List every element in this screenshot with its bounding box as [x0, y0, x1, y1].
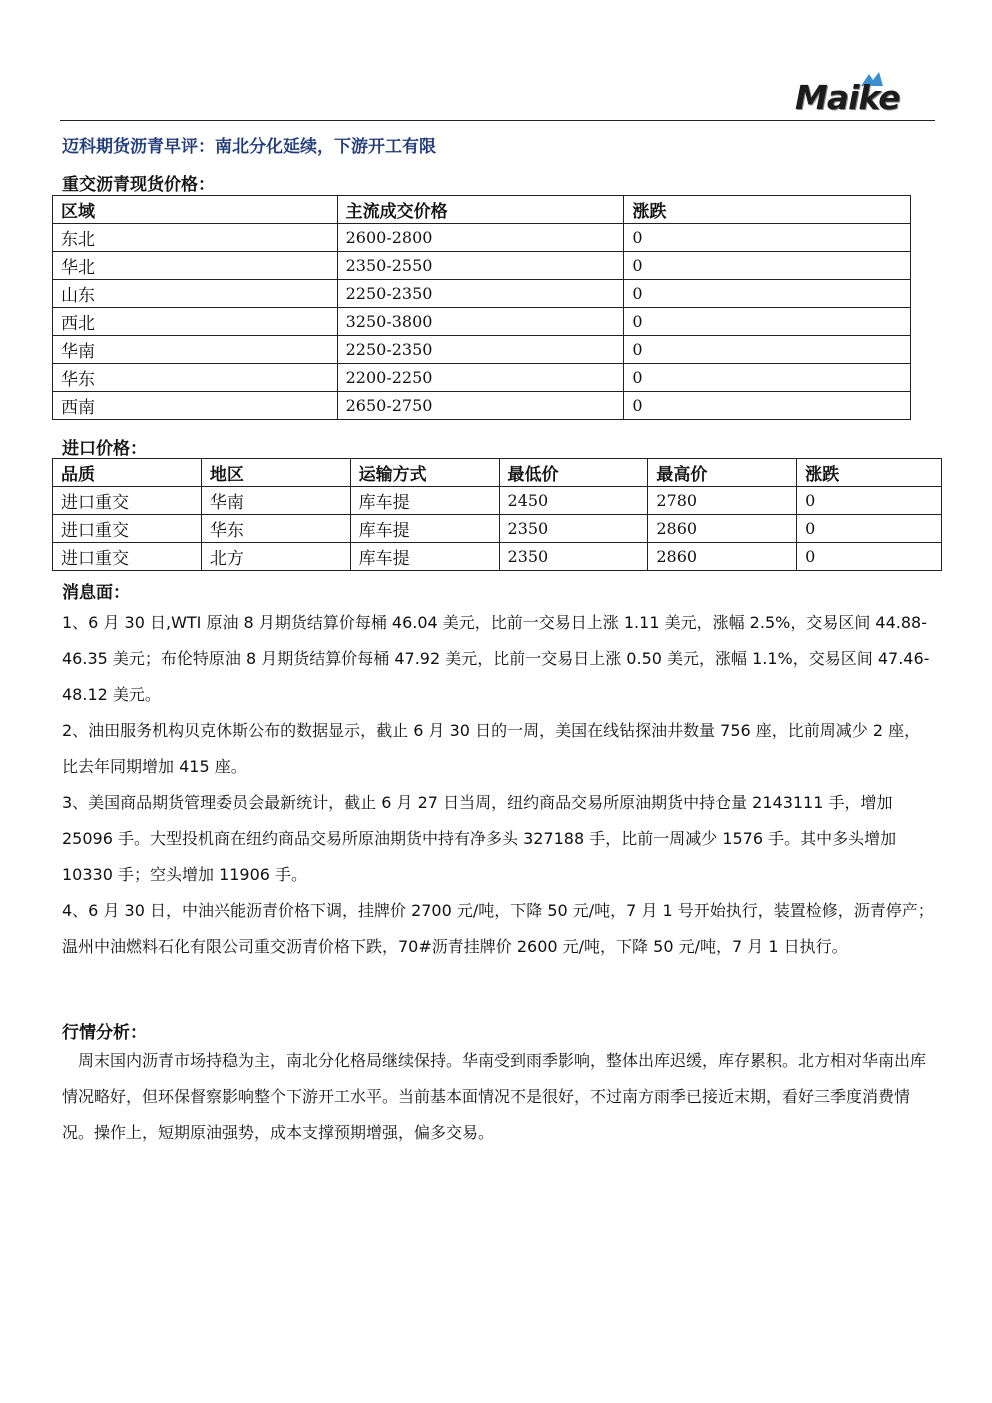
header-divider: [60, 120, 935, 121]
spot-column-header: 涨跌: [624, 196, 911, 224]
import-table-row: [53, 543, 942, 571]
spot-column-header: 区域: [53, 196, 338, 224]
spot-table-cell: 山东: [53, 280, 338, 308]
news-heading: 消息面：: [62, 583, 130, 603]
spot-table-cell: 0: [624, 308, 911, 336]
spot-table-cell: 0: [624, 280, 911, 308]
logo-text: Maike: [795, 78, 900, 117]
import-column-header: 运输方式: [350, 459, 499, 487]
analysis-heading: 行情分析：: [62, 1023, 147, 1043]
import-table-cell: 华南: [201, 487, 350, 515]
import-table-cell: 0: [797, 487, 942, 515]
import-table-cell: 进口重交: [53, 543, 202, 571]
spot-table-cell: 0: [624, 224, 911, 252]
news-item-2: 2、油田服务机构贝克休斯公布的数据显示，截止 6 月 30 日的一周，美国在线钻探油井数量 756 座，比前周减少 2 座，比去年同期增加 415 座。: [62, 721, 921, 776]
spot-column-header: 主流成交价格: [337, 196, 624, 224]
spot-table-cell: 0: [624, 252, 911, 280]
spot-table-cell: 东北: [53, 224, 338, 252]
spot-table-cell: 0: [624, 392, 911, 420]
spot-table-row: [53, 336, 911, 364]
news-item-1: 1、6 月 30 日,WTI 原油 8 月期货结算价每桶 46.04 美元，比前一交易日上涨 1.11 美元，涨幅 2.5%，交易区间 44.88-46.35 美元；布伦特原油 8 月期货结算价每桶 47.92 美元，比前一交易日上涨 0.50 美元，涨幅 1.1%，交易区间 47.46-48.12 美元。: [62, 613, 930, 704]
import-column-header: 最低价: [499, 459, 648, 487]
news-item-4: 4、6 月 30 日，中油兴能沥青价格下调，挂牌价 2700 元/吨，下降 50 元/吨，7 月 1 号开始执行，装置检修，沥青停产；温州中油燃料石化有限公司重交沥青价格下跌，70#沥青挂牌价 2600 元/吨，下降 50 元/吨，7 月 1 日执行。: [62, 901, 934, 956]
import-table-cell: 2860: [648, 515, 797, 543]
spot-table-cell: 0: [624, 364, 911, 392]
spot-table-cell: 2600-2800: [337, 224, 624, 252]
import-table-header-row: [53, 459, 942, 487]
import-column-header: 涨跌: [797, 459, 942, 487]
spot-table-cell: 2350-2550: [337, 252, 624, 280]
spot-table-cell: 2650-2750: [337, 392, 624, 420]
analysis-text: 周末国内沥青市场持稳为主，南北分化格局继续保持。华南受到雨季影响，整体出库迟缓，库存累积。北方相对华南出库情况略好，但环保督察影响整个下游开工水平。当前基本面情况不是很好，不过南方雨季已接近末期，看好三季度消费情况。操作上，短期原油强势，成本支撑预期增强，偏多交易。: [62, 1051, 927, 1142]
import-table-cell: 进口重交: [53, 487, 202, 515]
import-table-cell: 0: [797, 515, 942, 543]
import-table-cell: 2860: [648, 543, 797, 571]
spot-table-header-row: [53, 196, 911, 224]
spot-table-row: [53, 392, 911, 420]
spot-table-cell: 2250-2350: [337, 336, 624, 364]
spot-table-cell: 2200-2250: [337, 364, 624, 392]
import-table-cell: 华东: [201, 515, 350, 543]
import-table-cell: 库车提: [350, 515, 499, 543]
import-table-cell: 2450: [499, 487, 648, 515]
import-table-cell: 库车提: [350, 487, 499, 515]
spot-table-cell: 华北: [53, 252, 338, 280]
import-table-cell: 0: [797, 543, 942, 571]
spot-table-cell: 华东: [53, 364, 338, 392]
import-table-row: [53, 515, 942, 543]
spot-table-cell: 3250-3800: [337, 308, 624, 336]
spot-price-table: [52, 195, 911, 420]
import-table-cell: 北方: [201, 543, 350, 571]
import-table-cell: 2350: [499, 543, 648, 571]
spot-table-cell: 西北: [53, 308, 338, 336]
spot-table-cell: 华南: [53, 336, 338, 364]
spot-table-cell: 西南: [53, 392, 338, 420]
spot-table-row: [53, 364, 911, 392]
news-item-3: 3、美国商品期货管理委员会最新统计，截止 6 月 27 日当周，纽约商品交易所原油期货中持仓量 2143111 手，增加 25096 手。大型投机商在纽约商品交易所原油期货中持有净多头 327188 手，比前一周减少 1576 手。其中多头增加 10330 手；空头增加 11906 手。: [62, 793, 897, 884]
spot-table-row: [53, 224, 911, 252]
import-table-cell: 库车提: [350, 543, 499, 571]
import-table-cell: 进口重交: [53, 515, 202, 543]
spot-table-row: [53, 280, 911, 308]
page-title: 迈科期货沥青早评：南北分化延续，下游开工有限: [62, 137, 436, 157]
import-price-heading: 进口价格：: [62, 439, 147, 459]
maike-logo: [795, 72, 935, 120]
import-table-row: [53, 487, 942, 515]
spot-price-heading: 重交沥青现货价格：: [62, 175, 215, 195]
import-table-cell: 2350: [499, 515, 648, 543]
spot-table-cell: 2250-2350: [337, 280, 624, 308]
spot-table-cell: 0: [624, 336, 911, 364]
import-column-header: 地区: [201, 459, 350, 487]
spot-table-row: [53, 252, 911, 280]
import-column-header: 品质: [53, 459, 202, 487]
spot-table-row: [53, 308, 911, 336]
import-column-header: 最高价: [648, 459, 797, 487]
import-price-table: [52, 458, 942, 571]
import-table-cell: 2780: [648, 487, 797, 515]
